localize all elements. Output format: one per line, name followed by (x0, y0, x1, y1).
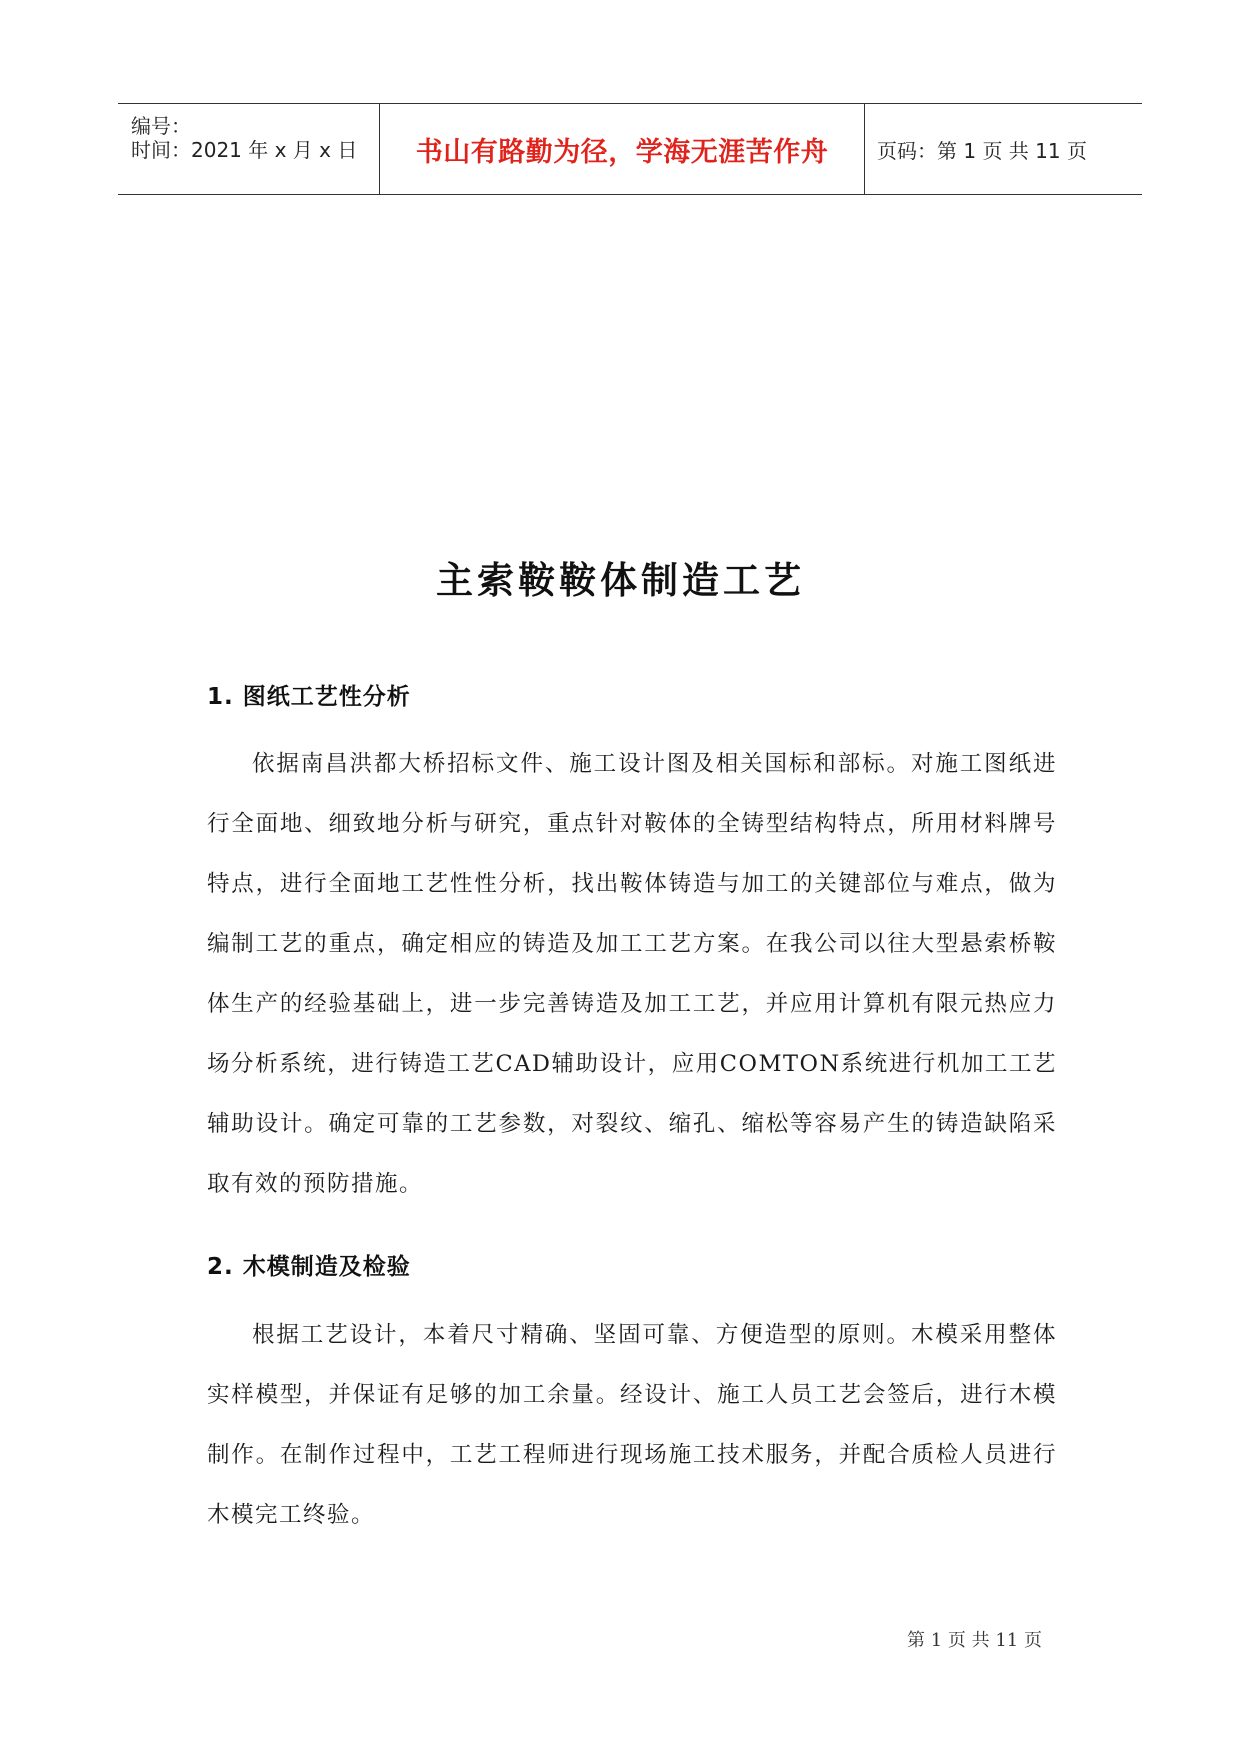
page-footer: 第 1 页 共 11 页 (907, 1630, 1042, 1651)
document-title: 主索鞍鞍体制造工艺 (436, 559, 805, 602)
section-heading: 2. 木模制造及检验 (207, 1254, 411, 1280)
section-heading: 1. 图纸工艺性分析 (207, 684, 411, 710)
header-page-cell (865, 104, 1142, 194)
serial-number-label: 编号： (131, 114, 191, 138)
header-motto: 书山有路勤为径，学海无涯苦作舟 (415, 136, 829, 168)
header-info-cell (118, 104, 380, 194)
header-page-info: 页码：第 1 页 共 11 页 (877, 138, 1087, 163)
section-paragraph: 依据南昌洪都大桥招标文件、施工设计图及相关国标和部标。对施工图纸进行全面地、细致地分析与研究，重点针对鞍体的全铸型结构特点，所用材料牌号特点，进行全面地工艺性性分析，找出鞍体铸造与加工的关键部位与难点，做为编制工艺的重点，确定相应的铸造及加工工艺方案。在我公司以往大型悬索桥鞍体生产的经验基础上，进一步完善铸造及加工工艺，并应用计算机有限元热应力场分析系统，进行铸造工艺CAD辅助设计，应用COMTON系统进行机加工工艺辅助设计。确定可靠的工艺参数，对裂纹、缩孔、缩松等容易产生的铸造缺陷采取有效的预防措施。 (207, 751, 1057, 1197)
section-paragraph: 根据工艺设计，本着尺寸精确、坚固可靠、方便造型的原则。木模采用整体实样模型，并保证有足够的加工余量。经设计、施工人员工艺会签后，进行木模制作。在制作过程中，工艺工程师进行现场施工技术服务，并配合质检人员进行木模完工终验。 (207, 1322, 1057, 1528)
page-header (118, 103, 1142, 195)
date-label: 时间：2021 年 x 月 x 日 (131, 138, 358, 162)
header-motto-cell (380, 104, 865, 194)
